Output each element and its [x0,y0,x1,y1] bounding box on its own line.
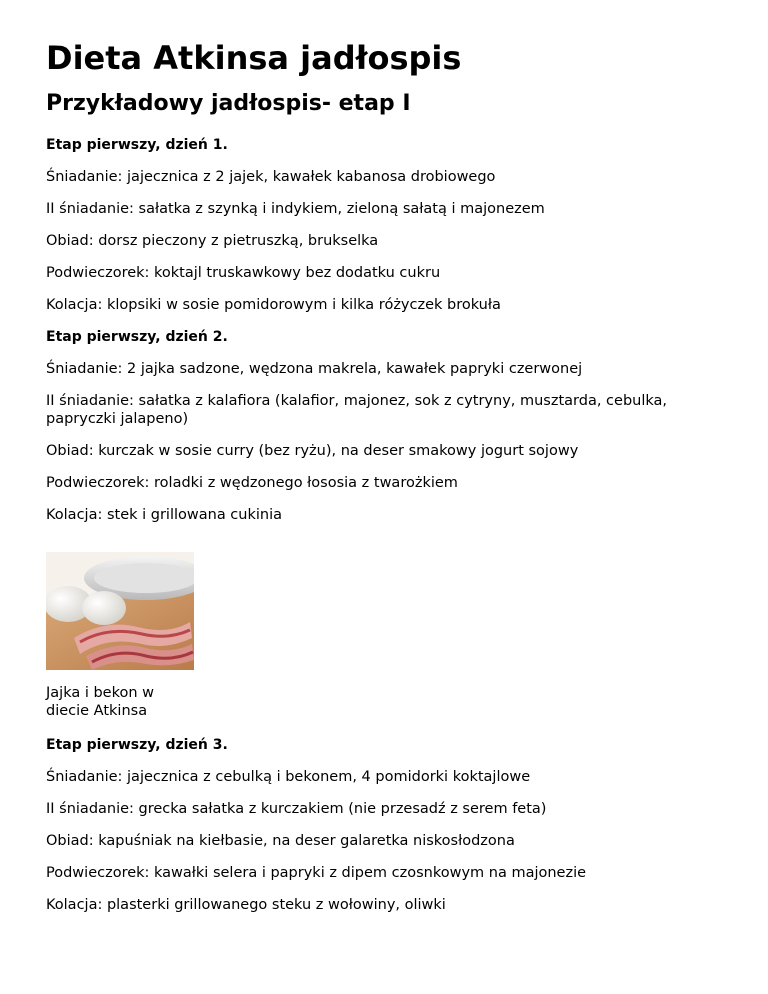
meal-item: II śniadanie: sałatka z szynką i indykiem, zieloną sałatą i majonezem [46,201,545,217]
meal-item: II śniadanie: grecka sałatka z kurczakiem (nie przesadź z serem feta) [46,801,547,817]
day-1-heading: Etap pierwszy, dzień 1. [46,137,228,153]
meal-item: Podwieczorek: roladki z wędzonego łososia z twarożkiem [46,475,458,491]
meal-item: Śniadanie: 2 jajka sadzone, wędzona makrela, kawałek papryki czerwonej [46,361,583,377]
page-subtitle: Przykładowy jadłospis- etap I [46,91,411,116]
meal-item: Obiad: dorsz pieczony z pietruszką, brukselka [46,233,379,249]
meal-item: Śniadanie: jajecznica z cebulką i bekonem, 4 pomidorki koktajlowe [46,769,531,785]
meal-item: Obiad: kapuśniak na kiełbasie, na deser galaretka niskosłodzona [46,833,515,849]
meal-item: Kolacja: stek i grillowana cukinia [46,507,283,523]
meal-item: Podwieczorek: kawałki selera i papryki z dipem czosnkowym na majonezie [46,865,587,881]
meal-item: Kolacja: plasterki grillowanego steku z wołowiny, oliwki [46,897,446,913]
day-3-heading: Etap pierwszy, dzień 3. [46,737,228,753]
meal-item: Podwieczorek: koktajl truskawkowy bez dodatku cukru [46,265,441,281]
day-2-meals [46,360,728,524]
day-1-meals [46,168,728,314]
day-2-heading: Etap pierwszy, dzień 2. [46,329,228,345]
day-3-meals [46,768,728,914]
meal-item: Obiad: kurczak w sosie curry (bez ryżu), na deser smakowy jogurt sojowy [46,443,579,459]
eggs-bacon-photo [46,552,194,670]
meal-item: II śniadanie: sałatka z kalafiora (kalafior, majonez, sok z cytryny, musztarda, cebulka, papryczki jalapeno) [46,393,668,427]
meal-item: Kolacja: klopsiki w sosie pomidorowym i kilka różyczek brokuła [46,297,501,313]
meal-item: Śniadanie: jajecznica z 2 jajek, kawałek kabanosa drobiowego [46,169,496,185]
figure-caption: Jajka i bekon w diecie Atkinsa [46,685,154,719]
eggs-bacon-figure [46,552,196,720]
page-title: Dieta Atkinsa jadłospis [46,39,462,77]
